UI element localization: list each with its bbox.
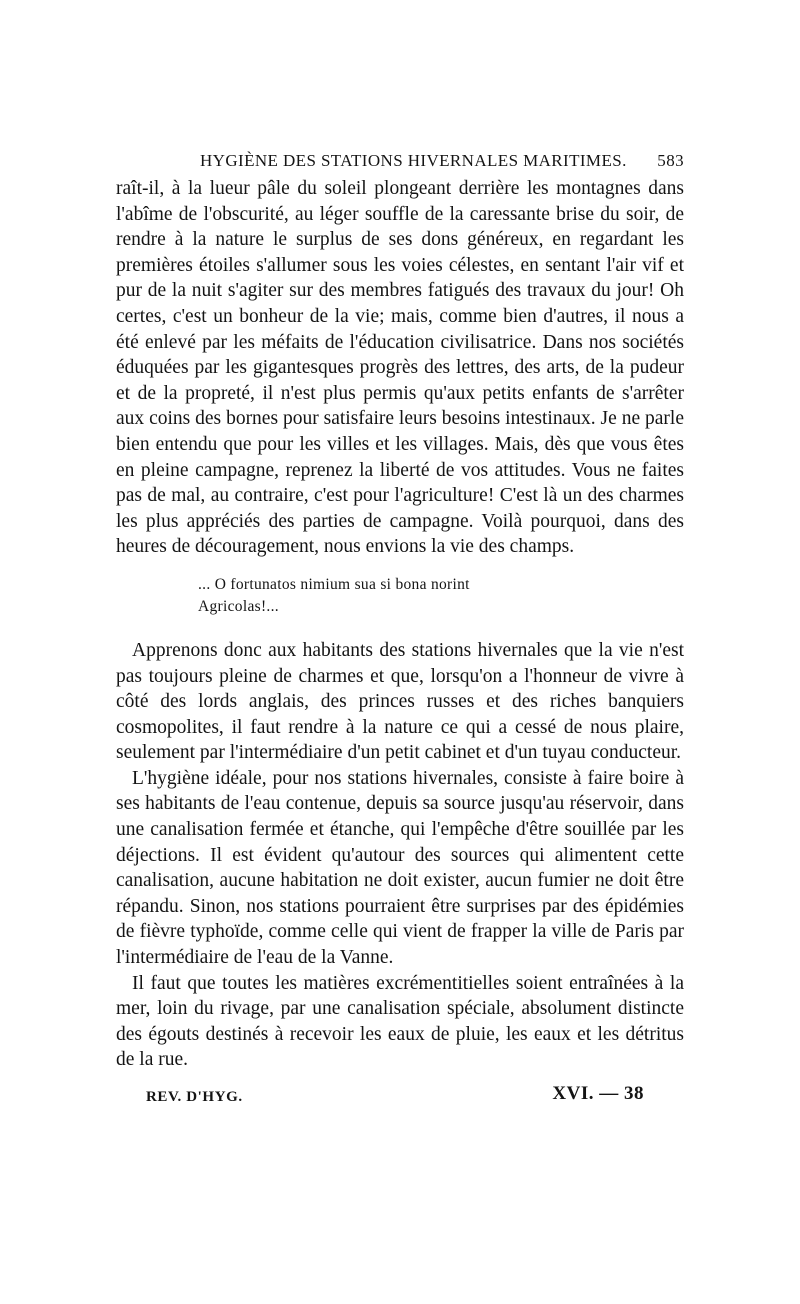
running-head: [116, 146, 684, 176]
page-footer: [116, 1079, 684, 1119]
page-number: 583: [657, 151, 684, 170]
quotation-line-1: ... O fortunatos nimium sua si bona norint: [198, 575, 470, 593]
paragraph-2: Apprenons donc aux habitants des stations hivernales que la vie n'est pas toujours pleine de charmes et que, lorsqu'on a l'honneur de vivre à côté des lords anglais, des princes russes et des riches banquiers cosmopolites, il faut rendre à la nature ce qui a cessé de nous plaire, seulement par l'intermédiaire d'un petit cabinet et d'un tuyau conducteur.: [116, 639, 684, 764]
book-page: [116, 146, 684, 1119]
journal-signature: REV. D'HYG.: [146, 1089, 243, 1105]
paragraph-1: raît-il, à la lueur pâle du soleil plongeant derrière les montagnes dans l'abîme de l'obscurité, au léger souffle de la caressante brise du soir, de rendre à la nature le surplus de ses dons généreux, en regardant les premières étoiles s'allumer sous les voies célestes, en sentant l'air vif et pur de la nuit s'agiter sur des membres fatigués des travaux du jour! Oh certes, c'est un bonheur de la vie; mais, comme bien d'autres, il nous a été enlevé par les méfaits de l'éducation civilisatrice. Dans nos sociétés éduquées par les gigantesques progrès des lettres, des arts, de la pudeur et de la propreté, il n'est plus permis qu'aux petits enfants de s'arrêter aux coins des bornes pour satisfaire leurs besoins intestinaux. Je ne parle bien entendu que pour les villes et les villages. Mais, dès que vous êtes en pleine campagne, reprenez la liberté de vos attitudes. Vous ne faites pas de mal, au contraire, c'est pour l'agriculture! C'est là un des charmes les plus appréciés des parties de campagne. Voilà pourquoi, dans des heures de découragement, nous envions la vie des champs.: [116, 178, 684, 558]
paragraph-4: Il faut que toutes les matières excrémentitielles soient entraînées à la mer, loin du rivage, par une canalisation spéciale, absolument distincte des égouts destinés à recevoir les eaux de pluie, les eaux et les détritus de la rue.: [116, 972, 684, 1071]
paragraph-3: L'hygiène idéale, pour nos stations hivernales, consiste à faire boire à ses habitants de l'eau contenue, depuis sa source jusqu'au réservoir, dans une canalisation fermée et étanche, qui l'empêche d'être souillée par les déjections. Il est évident qu'autour des sources qui alimentent cette canalisation, aucune habitation ne doit exister, aucun fumier ne doit être répandu. Sinon, nos stations pourraient être surprises par des épidémies de fièvre typhoïde, comme celle qui vient de frapper la ville de Paris par l'intermédiaire de l'eau de la Vanne.: [116, 767, 684, 969]
latin-quotation: [198, 574, 684, 618]
sheet-signature: XVI. — 38: [552, 1083, 644, 1104]
quotation-line-2: Agricolas!...: [198, 597, 279, 615]
running-title: HYGIÈNE DES STATIONS HIVERNALES MARITIMES.: [200, 151, 627, 170]
